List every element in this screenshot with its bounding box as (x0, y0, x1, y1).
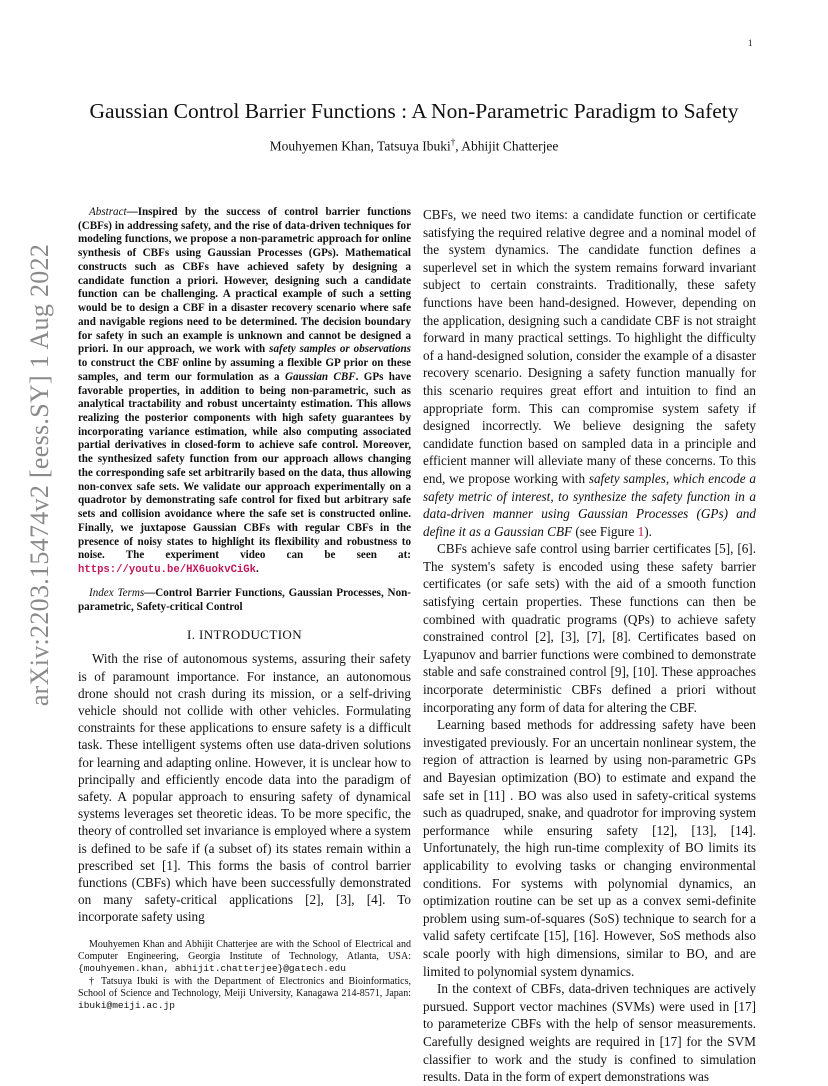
footnote-line-1: Mouhyemen Khan and Abhijit Chatterjee are with the School of Electrical and Computer Engineering, Georgia Institute of Technology, Atlanta, USA: (78, 939, 411, 963)
author-affiliation-mark: † (450, 137, 456, 147)
paper-title: Gaussian Control Barrier Functions : A Non-Parametric Paradigm to Safety (89, 99, 739, 123)
authors-primary: Mouhyemen Khan, Tatsuya Ibuki (269, 138, 451, 154)
abstract-text-3: . GPs have favorable properties, in addition to being non-parametric, such as analytical tractability and robust uncertainty estimation. This allows realizing the posterior components with high safety guarantees by incorporating variance estimation, while also computing associated partial derivatives in closed-form to achieve safe control. Moreover, the synthesized safety function from our approach allows changing the corresponding safe set arbitrarily based on the data, thus allowing non-convex safe sets. We validate our approach experimentally on a quadrotor by demonstrating safe control for fixed but arbitrary safe sets and collision avoidance where the safe set is constructed online. Finally, we juxtapose Gaussian CBFs with regular CBFs in the presence of noisy states to highlight its flexibility and robustness to noise. The experiment video can be seen at: (78, 370, 411, 562)
abstract-text-2: to construct the CBF online by assuming a flexible GP prior on these samples, and term our formulation as a (78, 357, 411, 383)
right-p1-text-a: CBFs, we need two items: a candidate function or certificate satisfying the required relative degree and a nominal model of the system dynamics. The candidate function defines a superlevel set in which the system remains forward invariant subject to certain constraints. Traditionally, these safety functions have been hand-designed. However, depending on the application, designing such a candidate CBF is not straight forward in many practical settings. To highlight the difficulty of a hand-designed solution, consider the example of a disaster recovery scenario. Designing a safety function manually for this scenario requires great effort and intuition to find an appropriate form. This can compromise system safety if designed incorrectly. We believe designing the safety candidate function based on sampled data in a principle and efficient manner will alleviate many of these concerns. To this end, we propose working with (423, 207, 756, 486)
figure-reference-link[interactable]: 1 (637, 523, 645, 539)
authors-secondary: , Abhijit Chatterjee (455, 138, 559, 154)
video-link[interactable]: https://youtu.be/HX6uokvCiGk (78, 564, 257, 577)
right-p1-text-c: ). (644, 523, 652, 539)
right-paragraph-1 (423, 206, 756, 540)
right-p1-text-b: (see Figure (572, 523, 638, 539)
abstract-dash: — (126, 206, 138, 218)
left-column (78, 206, 411, 926)
index-terms-dash: — (144, 586, 156, 599)
affiliation-footnote (78, 939, 411, 1012)
right-paragraph-3: Learning based methods for addressing safety have been investigated previously. For an uncertain nonlinear system, the region of attraction is learned by using non-parametric GPs and Bayesian optimization (BO) to estimate and expand the safe set in [11] . BO was also used in safety-critical systems such as quadruped, snake, and quadrotor for improving system performance while ensuring safety [12], [13], [14]. Unfortunately, the high run-time complexity of BO limits its applicability to evolving tasks or changing environmental conditions. For systems with polynomial dynamics, an optimization routine can be set up as a convex semi-definite problem using sum-of-squares (SoS) technique to search for a valid safety certifcate [15], [16]. However, SoS methods also scale poorly with high dimensions, similar to BO, and are limited to polynomial system dynamics. (423, 717, 756, 979)
footnote-authors (78, 939, 411, 976)
right-column (423, 206, 756, 1086)
abstract-italic-2: Gaussian CBF (284, 370, 356, 383)
footnote-line-2: † Tatsuya Ibuki is with the Department of Electronics and Bioinformatics, School of Science and Technology, Meiji University, Kanagawa 214-8571, Japan: (78, 975, 411, 999)
index-terms-label: Index Terms (89, 586, 145, 599)
introduction-heading: I. INTRODUCTION (186, 627, 303, 643)
page-number: 1 (748, 38, 753, 48)
footnote-ibuki (78, 976, 411, 1013)
abstract-text-1: Inspired by the success of control barrier functions (CBFs) in addressing safety, and the rise of data-driven techniques for modeling functions, we propose a non-parametric approach for online synthesis of CBFs using Gaussian Processes (GPs). Mathematical constructs such as CBFs have achieved safety by designing a candidate function a priori. However, designing such a candidate function can be challenging. A practical example of such a setting would be to design a CBF in a disaster recovery scenario where safe and navigable regions need to be determined. The decision boundary for safety in such an example is unknown and cannot be designed a priori. In our approach, we work with (78, 206, 411, 356)
right-paragraph-4: In the context of CBFs, data-driven techniques are actively pursued. Support vector machines (SVMs) were used in [17] to parameterize CBFs with the help of sensor measurements. Carefully designed weights are required in [17] for the SVM classifier to work and the study is confined to simulation results. Data in the form of expert demonstrations was (423, 981, 756, 1085)
right-p1-italic: safety samples, which encode a safety metric of interest, to synthesize the safety function in a data-driven manner using Gaussian Processes (GPs) and define it as a Gaussian CBF (423, 470, 756, 539)
right-paragraph-2: CBFs achieve safe control using barrier certificates [5], [6]. The system's safety is encoded using these safety barrier certificates (or safe sets) with the aid of a smooth function satisfying certain properties. These functions can then be combined with quadratic programs (QPs) to achieve safety constrained control [2], [3], [7], [8]. Certificates based on Lyapunov and barrier functions were combined to demonstrate stable and safe constrained control [9], [10]. These approaches incorporate deterministic CBFs defined a priori without incorporating any form of data for altering the CBF. (423, 541, 756, 715)
abstract-italic-1: safety samples or observations (269, 343, 411, 356)
index-terms-text: Control Barrier Functions, Gaussian Processes, Non-parametric, Safety-critical Control (78, 586, 411, 613)
abstract-label: Abstract (89, 206, 127, 218)
abstract-end: . (256, 563, 259, 576)
index-terms (78, 587, 411, 614)
abstract (78, 206, 411, 578)
footnote-email-ibuki: ibuki@meiji.ac.jp (78, 1000, 175, 1012)
footnote-emails: {mouhyemen.khan, abhijit.chatterjee}@gatech.edu (78, 963, 346, 975)
author-list (60, 137, 768, 155)
introduction-paragraph: With the rise of autonomous systems, assuring their safety is of paramount importance. For instance, an autonomous drone should not crash during its mission, or a self-driving vehicle should not collide with other vehicles. Formulating constraints for these applications to ensure safety is a difficult task. These intelligent systems often use data-driven solutions for learning and adapting online. However, it is unclear how to principally and efficiently encode data into the paradigm of safety. A popular approach to ensuring safety of dynamical systems leverages set theoretic ideas. To be more specific, the theory of controlled set invariance is employed where a system is defined to be safe if (a subset of) its states remain within a prescribed set [1]. This forms the basis of control barrier functions (CBFs) which have been successfully demonstrated on many safety-critical applications [2], [3], [4]. To incorporate safety using (78, 651, 411, 925)
arxiv-identifier-stamp: arXiv:2203.15474v2 [eess.SY] 1 Aug 2022 (25, 243, 54, 707)
